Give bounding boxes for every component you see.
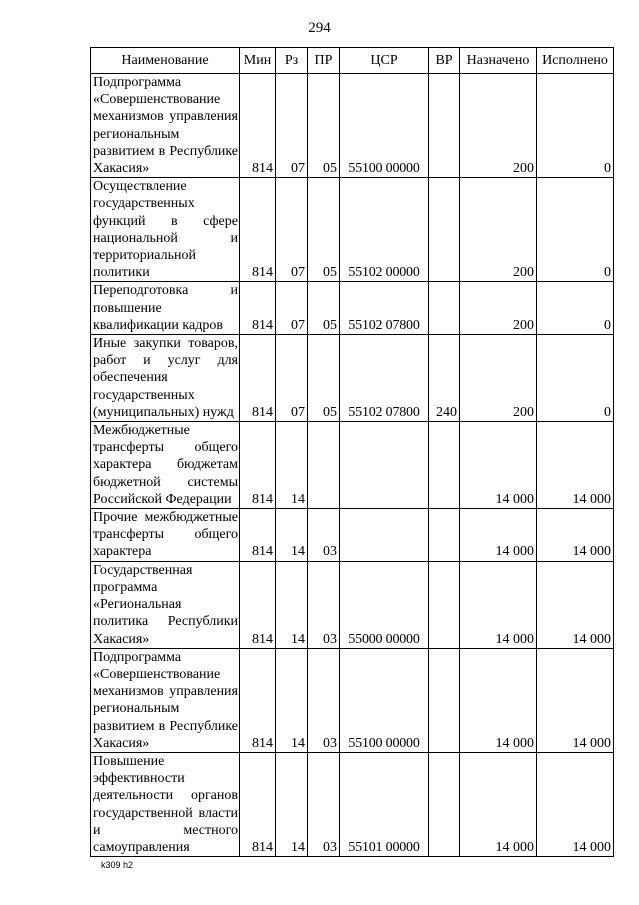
row-assigned: 14 000 bbox=[460, 561, 537, 648]
header-name: Наименование bbox=[91, 48, 240, 74]
row-name: Межбюджетные трансферты общего характера бюджетам бюджетной системы Российской Федерации bbox=[91, 422, 240, 509]
row-rz: 07 bbox=[276, 335, 308, 422]
row-name: Подпрограмма «Совершенствование механизмов управления региональным развитием в Республике Хакасия» bbox=[91, 648, 240, 752]
row-vr bbox=[429, 282, 460, 335]
table-body bbox=[91, 74, 614, 857]
row-csr: 55100 00000 bbox=[340, 648, 429, 752]
row-min: 814 bbox=[240, 509, 276, 562]
row-min: 814 bbox=[240, 335, 276, 422]
row-rz: 07 bbox=[276, 282, 308, 335]
table-row bbox=[91, 509, 614, 562]
row-name: Иные закупки товаров, работ и услуг для обеспечения государственных (муниципальных) нужд bbox=[91, 335, 240, 422]
table-row bbox=[91, 178, 614, 282]
row-pr: 03 bbox=[308, 509, 340, 562]
table-row bbox=[91, 422, 614, 509]
table-row bbox=[91, 561, 614, 648]
row-vr bbox=[429, 752, 460, 856]
row-executed: 14 000 bbox=[537, 648, 614, 752]
row-min: 814 bbox=[240, 74, 276, 178]
row-rz: 14 bbox=[276, 509, 308, 562]
row-pr: 05 bbox=[308, 335, 340, 422]
table-row bbox=[91, 74, 614, 178]
table-header bbox=[91, 48, 614, 74]
row-name: Переподготовка и повышение квалификации кадров bbox=[91, 282, 240, 335]
row-csr bbox=[340, 509, 429, 562]
table-row bbox=[91, 282, 614, 335]
row-name: Прочие межбюджетные трансферты общего характера bbox=[91, 509, 240, 562]
header-row bbox=[91, 48, 614, 74]
row-csr: 55102 00000 bbox=[340, 178, 429, 282]
row-rz: 14 bbox=[276, 561, 308, 648]
header-rz: Рз bbox=[276, 48, 308, 74]
row-pr: 03 bbox=[308, 752, 340, 856]
row-csr bbox=[340, 422, 429, 509]
row-pr: 05 bbox=[308, 282, 340, 335]
row-assigned: 14 000 bbox=[460, 509, 537, 562]
row-assigned: 14 000 bbox=[460, 422, 537, 509]
row-vr bbox=[429, 74, 460, 178]
row-vr bbox=[429, 178, 460, 282]
row-executed: 0 bbox=[537, 74, 614, 178]
row-executed: 14 000 bbox=[537, 752, 614, 856]
row-csr: 55102 07800 bbox=[340, 282, 429, 335]
row-rz: 14 bbox=[276, 422, 308, 509]
row-assigned: 200 bbox=[460, 282, 537, 335]
row-name: Осуществление государственных функций в сфере национальной и территориальной политики bbox=[91, 178, 240, 282]
row-assigned: 200 bbox=[460, 335, 537, 422]
row-pr bbox=[308, 422, 340, 509]
row-name: Государственная программа «Региональная политика Республики Хакасия» bbox=[91, 561, 240, 648]
footer-code: k309 h2 bbox=[101, 860, 134, 870]
row-min: 814 bbox=[240, 561, 276, 648]
page-number: 294 bbox=[308, 20, 331, 36]
header-assigned: Назначено bbox=[460, 48, 537, 74]
row-executed: 14 000 bbox=[537, 561, 614, 648]
row-rz: 07 bbox=[276, 74, 308, 178]
row-csr: 55100 00000 bbox=[340, 74, 429, 178]
row-name: Повышение эффективности деятельности органов государственной власти и местного самоуправления bbox=[91, 752, 240, 856]
row-assigned: 200 bbox=[460, 178, 537, 282]
row-vr bbox=[429, 509, 460, 562]
table-row bbox=[91, 648, 614, 752]
row-rz: 07 bbox=[276, 178, 308, 282]
row-executed: 0 bbox=[537, 178, 614, 282]
row-name: Подпрограмма «Совершенствование механизмов управления региональным развитием в Республике Хакасия» bbox=[91, 74, 240, 178]
header-pr: ПР bbox=[308, 48, 340, 74]
table-row bbox=[91, 335, 614, 422]
table-row bbox=[91, 752, 614, 856]
budget-table bbox=[90, 47, 614, 857]
header-min: Мин bbox=[240, 48, 276, 74]
header-csr: ЦСР bbox=[340, 48, 429, 74]
row-assigned: 14 000 bbox=[460, 648, 537, 752]
row-csr: 55101 00000 bbox=[340, 752, 429, 856]
header-vr: ВР bbox=[429, 48, 460, 74]
row-vr bbox=[429, 648, 460, 752]
row-min: 814 bbox=[240, 648, 276, 752]
row-vr bbox=[429, 422, 460, 509]
row-min: 814 bbox=[240, 422, 276, 509]
row-pr: 05 bbox=[308, 178, 340, 282]
row-csr: 55102 07800 bbox=[340, 335, 429, 422]
row-executed: 14 000 bbox=[537, 509, 614, 562]
row-min: 814 bbox=[240, 178, 276, 282]
row-pr: 03 bbox=[308, 561, 340, 648]
row-min: 814 bbox=[240, 282, 276, 335]
row-assigned: 200 bbox=[460, 74, 537, 178]
row-rz: 14 bbox=[276, 648, 308, 752]
row-vr: 240 bbox=[429, 335, 460, 422]
row-pr: 05 bbox=[308, 74, 340, 178]
row-rz: 14 bbox=[276, 752, 308, 856]
row-executed: 0 bbox=[537, 335, 614, 422]
header-executed: Исполнено bbox=[537, 48, 614, 74]
row-vr bbox=[429, 561, 460, 648]
row-min: 814 bbox=[240, 752, 276, 856]
row-executed: 0 bbox=[537, 282, 614, 335]
row-executed: 14 000 bbox=[537, 422, 614, 509]
row-csr: 55000 00000 bbox=[340, 561, 429, 648]
row-pr: 03 bbox=[308, 648, 340, 752]
row-assigned: 14 000 bbox=[460, 752, 537, 856]
